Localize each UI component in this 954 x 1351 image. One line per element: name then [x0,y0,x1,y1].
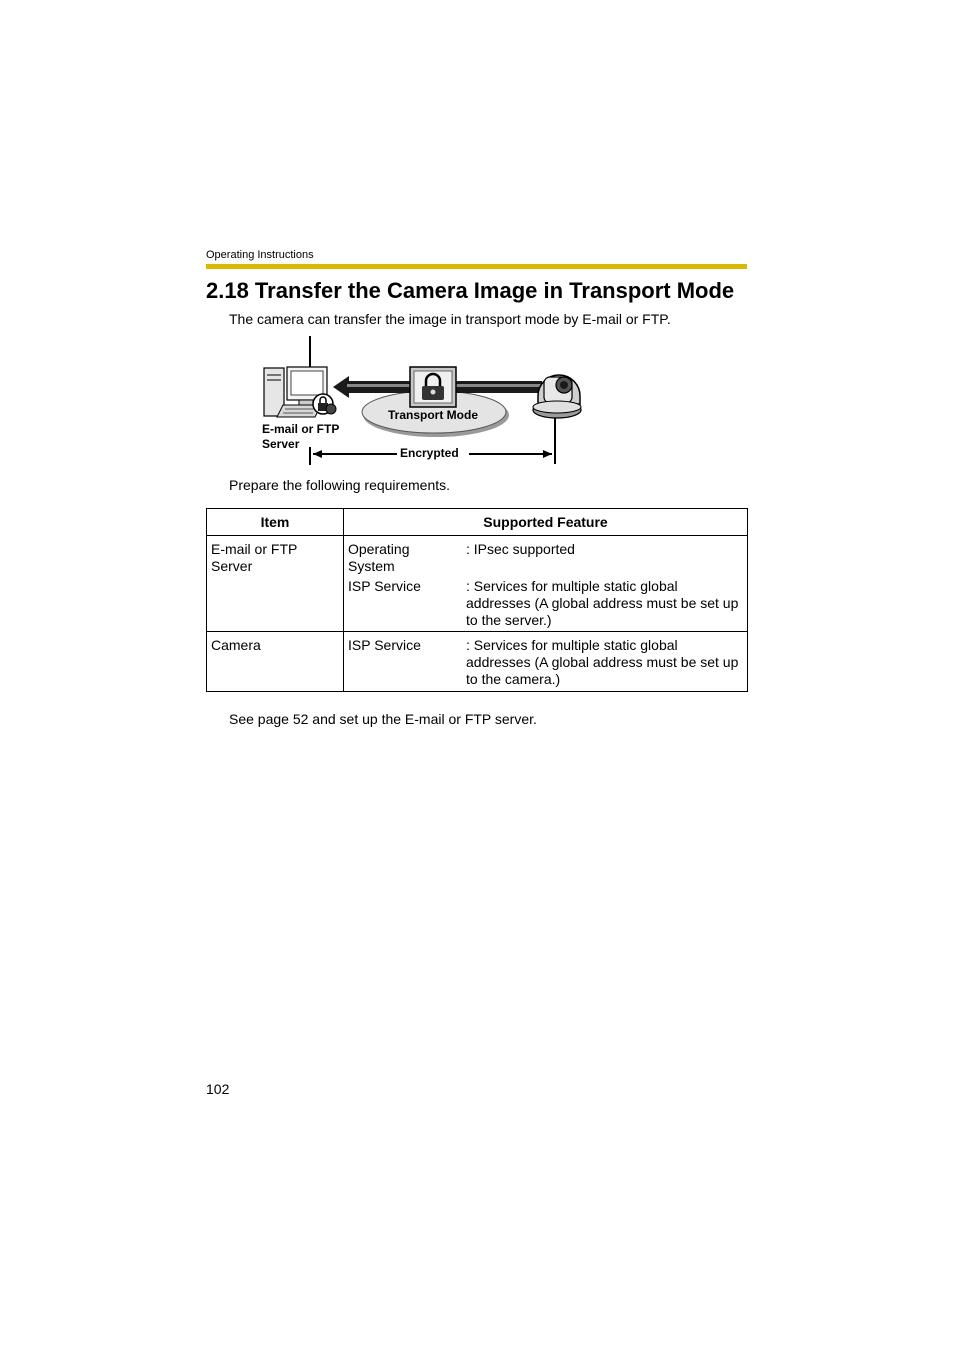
header-rule [206,264,747,269]
requirements-table [206,508,748,692]
item-cell: Camera [207,632,344,692]
header-item: Item [207,509,344,536]
computer-icon [264,367,336,417]
feature-name: ISP Service [348,578,421,594]
section-title: 2.18 Transfer the Camera Image in Transport Mode [206,278,735,303]
feature-name: ISP Service [348,637,421,653]
transport-mode-label: Transport Mode [388,408,479,422]
table-header-row [207,509,748,536]
intro-paragraph: The camera can transfer the image in transport mode by E-mail or FTP. [229,311,671,327]
server-label-line2: Server [262,437,300,451]
table-row [207,536,748,632]
feature-value: : Services for multiple static global addresses (A global address must be set up to the server.) [466,578,739,628]
transport-mode-diagram [255,333,595,468]
prepare-paragraph: Prepare the following requirements. [229,477,451,493]
footer-paragraph: See page 52 and set up the E-mail or FTP server. [229,711,537,727]
encrypted-label: Encrypted [400,446,459,460]
feature-cell [344,632,748,692]
feature-cell [344,536,748,632]
header-supported-feature: Supported Feature [344,509,748,536]
feature-name: Operating System [348,541,410,574]
server-label-line1: E-mail or FTP [262,422,340,436]
item-cell: E-mail or FTP Server [207,536,344,632]
lock-icon [410,367,456,407]
page-number: 102 [206,1081,230,1097]
feature-value: : Services for multiple static global addresses (A global address must be set up to the camera.) [466,637,739,687]
table-row [207,632,748,692]
feature-value: : IPsec supported [466,541,575,557]
running-header: Operating Instructions [206,249,314,261]
